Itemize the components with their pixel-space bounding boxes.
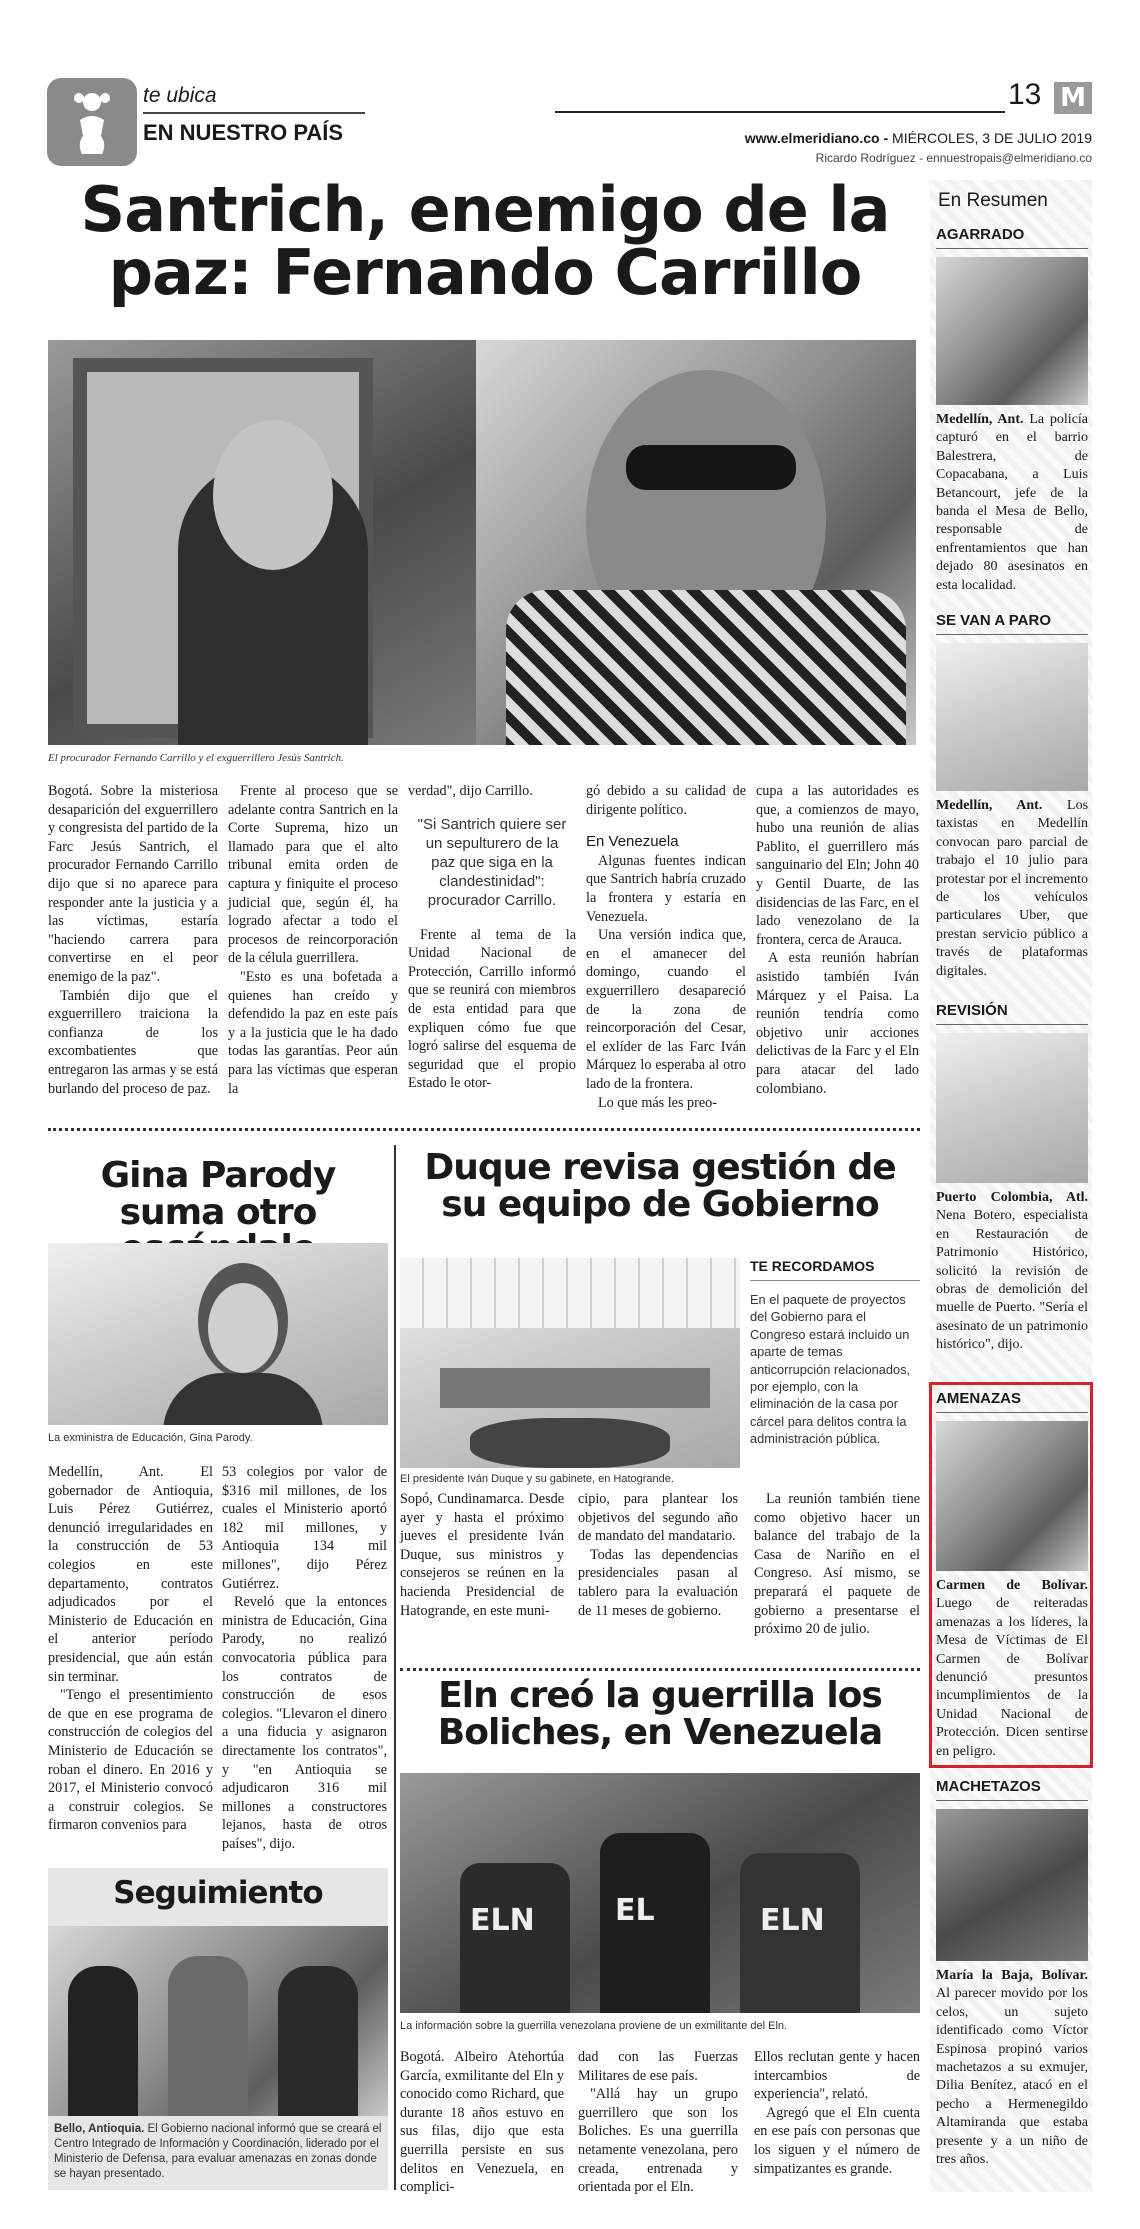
lead-paragraph: verdad", dijo Carrillo.	[408, 783, 533, 799]
eln-paragraph: Ellos reclutan gente y hacen intercambios de experiencia", relató.	[754, 2049, 920, 2103]
seguimiento-text: El Gobierno nacional informó que se creará el Centro Integrado de Información y Coordinación, liderado por el Ministerio de Defensa, para evaluar amenazas en zonas donde se hayan presentado.	[54, 2123, 382, 2180]
eln-paragraph: Bogotá. Albeiro Atehortúa García, exmilitante del Eln y conocido como Richard, que durante 18 años estuvo en sus filas, dijo que esta guerrilla persiste en sus delitos en Venezuela, en complici-	[400, 2049, 564, 2196]
sidebar-item	[936, 1778, 1088, 2169]
sidebar-item	[936, 1002, 1088, 1355]
issue-date: MIÉRCOLES, 3 DE JULIO 2019	[892, 130, 1092, 146]
photo-seguimiento	[48, 1926, 388, 2116]
photo-muelle	[936, 1033, 1088, 1183]
duque-paragraph: cipio, para plantear los objetivos del segundo año de mandato del mandatario.	[578, 1491, 738, 1545]
sidebar-kicker: SE VAN A PARO	[936, 612, 1088, 635]
photo-carrillo	[48, 340, 476, 745]
lead-column-5	[756, 782, 919, 1098]
seguimiento-box	[48, 1868, 388, 2190]
lead-headline: Santrich, enemigo de la paz: Fernando Carrillo	[80, 173, 890, 310]
duque-paragraph: Sopó, Cundinamarca. Desde ayer y hasta el próximo jueves el presidente Iván Duque, sus ministros y consejeros se reúnen en la hacienda Presidencial de Hatogrande, en este muni-	[400, 1491, 564, 1619]
duque-paragraph: La reunión también tiene como objetivo hacer un balance del trabajo de la Casa de Nariño en el Congreso. Así mismo, se preparará el paquete de gobierno a presentarse el próximo 20 de julio.	[754, 1491, 920, 1638]
lead-paragraph: "Esto es una bofetada a quienes han creído y defendido la paz en este país y a la justicia que le ha dado todas las garantías. Peor aún para las víctimas que esperan la	[228, 968, 398, 1097]
byline: Ricardo Rodríguez - ennuestropais@elmeridiano.co	[815, 151, 1092, 165]
photo-santrich	[476, 340, 916, 745]
section-emblem	[47, 78, 137, 166]
gina-paragraph: Reveló que la entonces ministra de Educación, Gina Parody, no realizó convocatoria pública para los contratos de construcción de esos colegios. "Llevaron el dinero a una fiducia y asignaron directamente los contratos", y "en Antioquia se adjudicaron 316 mil millones a constructores lejanos, hasta de otros países", dijo.	[222, 1594, 387, 1852]
sidebar-text	[936, 411, 1088, 595]
te-recordamos-box	[750, 1258, 920, 1448]
eln-paragraph: dad con las Fuerzas Militares de ese país.	[578, 2049, 738, 2084]
gina-headline: Gina Parody suma otro	[100, 1155, 336, 1233]
eln-column-3	[754, 2048, 920, 2178]
sidebar-kicker: AMENAZAS	[936, 1390, 1088, 1413]
sidebar-body: Al parecer movido por los celos, un sujeto identificado como Víctor Espinosa propinó varios machetazos a su exmujer, Dilia Benítez, atacó en el pecho a Hermenegildo Altamiranda que estaba presente y a un niño de tres años.	[936, 1986, 1088, 2168]
lead-paragraph: Algunas fuentes indican que Santrich habría cruzado la frontera y estaría en Venezuela.	[586, 852, 746, 925]
sidebar-body: Los taxistas en Medellín convocan paro parcial de trabajo el 10 julio para protestar por el incremento de los vehículos particulares Uber, que prestan servicio público a través de plataformas digitales.	[936, 798, 1089, 979]
gina-paragraph: 53 colegios por valor de $316 mil millones, de los cuales el Ministerio aportó 182 mil millones, y Antioquia 134 mil millones", dijo Pérez Gutiérrez.	[222, 1464, 387, 1592]
sidebar-place: María la Baja, Bolívar.	[936, 1968, 1088, 1983]
sidebar-place: Medellín, Ant.	[936, 412, 1024, 427]
sidebar-body: La policía capturó en el barrio Balestrera, de Copacabana, a Luis Betancourt, jefe de la banda el Mesa de Bello, responsable de enfrentamientos que han dejado 80 asesinatos en esta localidad.	[936, 412, 1089, 593]
photo-eln: ELN EL ELN	[400, 1773, 920, 2013]
eln-headline: Eln creó la guerrilla los Boliches, en Venezuela	[437, 1675, 883, 1753]
column-divider	[394, 1145, 396, 2190]
duque-column-2	[578, 1490, 738, 1620]
lead-photo-caption: El procurador Fernando Carrillo y el exguerrillero Jesús Santrich.	[48, 752, 344, 764]
sidebar-text	[936, 797, 1088, 981]
eln-paragraph: "Allá hay un grupo guerrillero que son los Boliches. Es una guerrilla netamente venezolana, pero creada, entrenada y orientada por el Eln.	[578, 2086, 738, 2196]
seguimiento-title: Seguimiento	[113, 1875, 323, 1911]
section-kicker: te ubica	[143, 84, 217, 107]
section-divider	[48, 1128, 920, 1131]
sidebar-place: Carmen de Bolívar.	[936, 1578, 1088, 1593]
page-number: 13	[1008, 78, 1042, 111]
photo-parody	[48, 1243, 388, 1425]
kicker-rule	[143, 112, 365, 114]
lead-column-1	[48, 782, 218, 1098]
lead-paragraph: Lo que más les preo-	[598, 1094, 717, 1111]
photo-taxis	[936, 643, 1088, 791]
sidebar-title: En Resumen	[938, 190, 1048, 211]
eln-paragraph: Agregó que el Eln cuenta en ese país con personas que los siguen y el número de simpatizantes es grande.	[754, 2104, 920, 2177]
photo-machetazos	[936, 1809, 1088, 1961]
lead-paragraph: Frente al proceso que se adelante contra Santrich en la Corte Suprema, hizo un llamado para que el alto tribunal emita orden de captura y finiquite el proceso judicial que, según él, ha logrado afectar a todo el procesos de reincorporación de la célula guerrillera.	[228, 783, 398, 967]
lead-paragraph: cupa a las autoridades es que, a comienzos de mayo, hubo una reunión de alias Pablito, el guerrillero más sanguinario del Eln; John 40 y Gentil Duarte, de las disidencias de las Farc, en el lado venezolano de la frontera, cerca de Arauca.	[756, 783, 919, 948]
sidebar-kicker: AGARRADO	[936, 226, 1088, 249]
sidebar-place: Puerto Colombia, Atl.	[936, 1190, 1088, 1205]
photo-agarrado	[936, 257, 1088, 405]
duque-paragraph: Todas las dependencias presidenciales pasan al tablero para la evaluación de 11 meses de gobierno.	[578, 1546, 738, 1619]
gina-column-1	[48, 1463, 213, 1835]
photo-amenazas	[936, 1421, 1088, 1571]
lead-paragraph: Bogotá. Sobre la misteriosa desaparición del exguerrillero y congresista del partido de la Farc Jesús Santrich, el procurador Fernando Carrillo dijo que si no aparece para responder ante la justicia y a las víctimas, estaría "haciendo carrera para convertirse en el peor enemigo de la paz".	[48, 783, 218, 985]
eln-photo-caption: La información sobre la guerrilla venezolana proviene de un exmilitante del Eln.	[400, 2020, 788, 2032]
sidebar-body: Nena Botero, especialista en Restauración de Patrimonio Histórico, solicitó la revisión de obras de demolición del muelle de Puerto. "Sería el asesinato de un patrimonio histórico", dijo.	[936, 1208, 1088, 1353]
eln-column-2	[578, 2048, 738, 2197]
gina-photo-caption: La exministra de Educación, Gina Parody.	[48, 1432, 253, 1444]
sidebar-item	[936, 1390, 1088, 1761]
dateline	[700, 130, 1092, 146]
duque-photo-caption: El presidente Iván Duque y su gabinete, en Hatogrande.	[400, 1473, 674, 1485]
duque-column-1	[400, 1490, 564, 1620]
lead-paragraph: Una versión indica que, en el amanecer del domingo, cuando el exguerrillero desapareció de la zona de reincorporación del Cesar, el exlíder de las Farc Iván Márquez lo esperaba al otro lado de la frontera.	[586, 927, 746, 1092]
sidebar-place: Medellín, Ant.	[936, 798, 1043, 813]
section-title: EN NUESTRO PAÍS	[143, 120, 344, 145]
lead-column-4	[586, 782, 746, 1112]
te-recordamos-title: TE RECORDAMOS	[750, 1258, 920, 1281]
sidebar-item	[936, 612, 1088, 981]
eln-column-1	[400, 2048, 564, 2197]
lead-subhead: En Venezuela	[586, 833, 679, 851]
lead-column-2	[228, 782, 398, 1098]
gina-paragraph: "Tengo el presentimiento de que en ese programa de construcción de colegios del Ministerio de Educación se roban el dinero. En 2016 y 2017, el Ministerio convocó a construir colegios. Se firmaron convenios para	[48, 1687, 213, 1834]
lead-paragraph: También dijo que el exguerrillero traiciona la confianza de los excombatientes que entregaron las armas y se está burlando del proceso de paz.	[48, 987, 218, 1097]
gina-column-2	[222, 1463, 387, 1853]
sidebar-text	[936, 1577, 1088, 1761]
lead-paragraph: A esta reunión habrían asistido también Iván Márquez y el Paisa. La reunión tendría como objetivo unir acciones delictivas de la Farc y el Eln para atacar del lado colombiano.	[756, 950, 919, 1097]
lead-paragraph: gó debido a su calidad de dirigente político.	[586, 783, 746, 818]
seguimiento-place: Bello, Antioquia.	[54, 2123, 145, 2135]
sidebar-text	[936, 1189, 1088, 1355]
sidebar-body: Luego de reiteradas amenazas a los líderes, la Mesa de Víctimas de El Carmen de Bolívar denunció presuntos incumplimientos de la Unidad Nacional de Protección. Dicen sentirse en peligro.	[936, 1596, 1088, 1759]
lead-column-3	[408, 782, 576, 1093]
te-recordamos-text: En el paquete de proyectos del Gobierno para el Congreso estará incluido un aparte de temas anticorrupción relacionados, por ejemplo, con la eliminación de la casa por cárcel para delitos contra la administración pública.	[750, 1292, 911, 1447]
header-rule	[555, 111, 1005, 113]
duque-headline: Duque revisa gestión de su equipo de Gobierno	[424, 1147, 896, 1225]
site-url: www.elmeridiano.co -	[744, 130, 889, 146]
gina-paragraph: Medellín, Ant. El gobernador de Antioquia, Luis Pérez Gutiérrez, denunció irregularidades en la construcción de 53 colegios en este departamento, contratos adjudicados por el Ministerio de Educación en el anterior período presidencial, que aún están sin terminar.	[48, 1464, 213, 1685]
pull-quote: "Si Santrich quiere ser un sepulturero de la paz que siga en la clandestinidad": procurador Carrillo.	[417, 815, 567, 909]
section-divider	[400, 1668, 920, 1671]
sidebar-kicker: MACHETAZOS	[936, 1778, 1088, 1801]
vase-icon	[47, 78, 137, 166]
lead-paragraph: Frente al tema de la Unidad Nacional de Protección, Carrillo informó que se reunirá con miembros de esta entidad para que expliquen cómo fue que logró salirse del esquema de seguridad que el propio Estado le otor-	[408, 926, 576, 1092]
logo-letter: M	[1060, 83, 1086, 113]
seguimiento-caption	[54, 2122, 384, 2182]
sidebar-text	[936, 1967, 1088, 2169]
photo-duque-cabinet	[400, 1258, 740, 1468]
sidebar-kicker: REVISIÓN	[936, 1002, 1088, 1025]
duque-column-3	[754, 1490, 920, 1639]
sidebar-item	[936, 226, 1088, 595]
logo	[1054, 82, 1092, 114]
